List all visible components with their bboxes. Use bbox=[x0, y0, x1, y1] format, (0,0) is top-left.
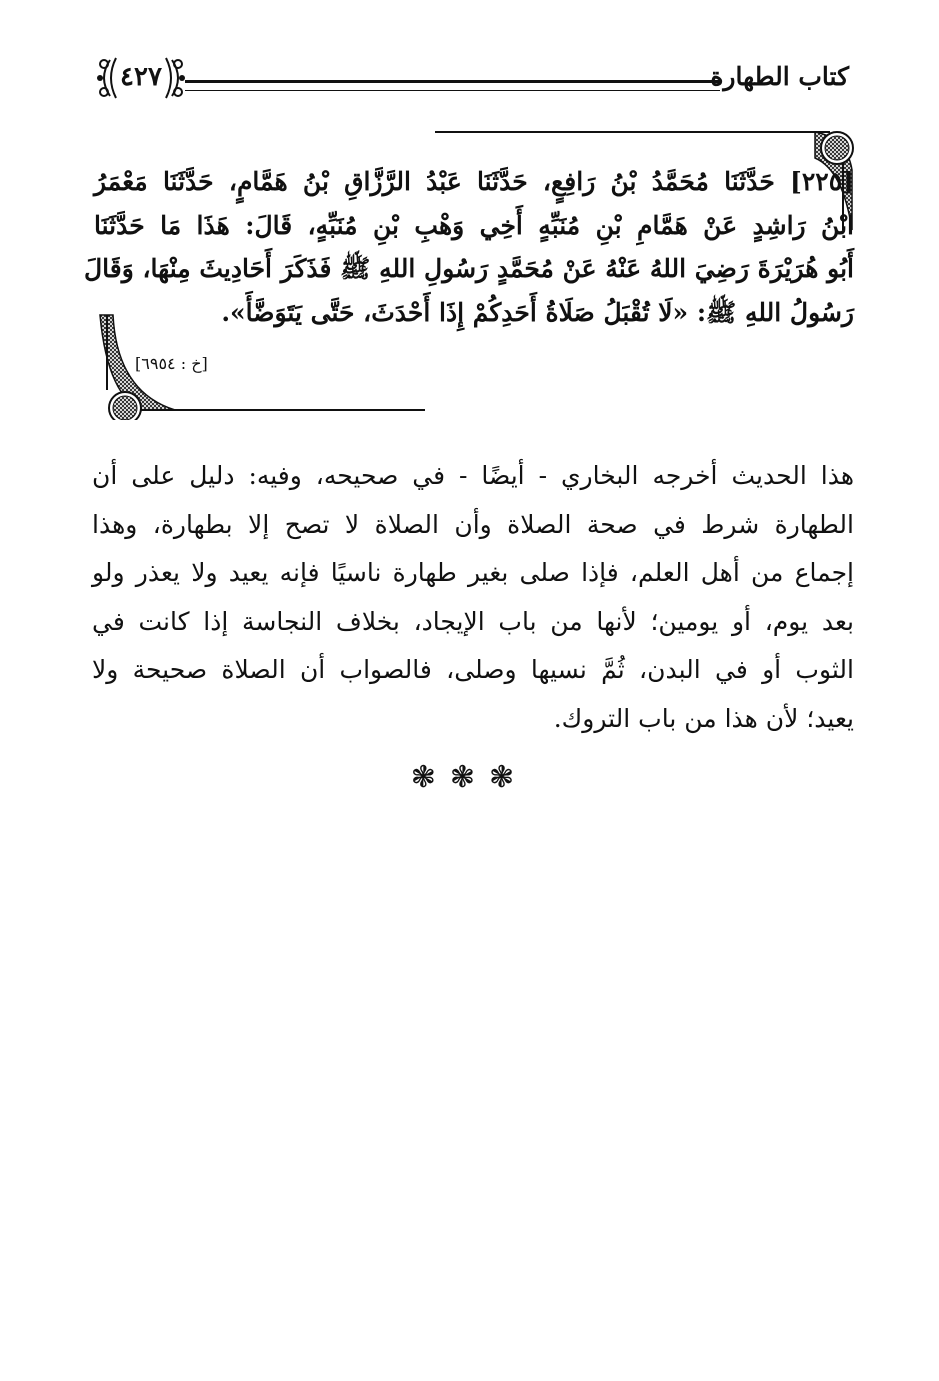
hadith-text bbox=[83, 160, 854, 334]
commentary-line: الثوب أو في البدن، ثُمَّ نسيها وصلى، فالصواب أن الصلاة صحيحة ولا bbox=[92, 655, 854, 684]
commentary-line: الطهارة شرط في صحة الصلاة وأن الصلاة لا تصح إلا بطهارة، وهذا bbox=[92, 509, 854, 539]
page-number: ٤٢٧ bbox=[120, 62, 162, 92]
running-head: كتاب الطهارة bbox=[710, 62, 849, 91]
commentary-line: إجماع من أهل العلم، فإذا صلى بغير طهارة ناسيًا فإنه يعيد ولا يعذر ولو bbox=[92, 558, 854, 587]
commentary-text bbox=[92, 452, 854, 743]
hadith-line: ابْنُ رَاشِدٍ عَنْ هَمَّامِ بْنِ مُنَبِّهٍ أَخِي وَهْبِ بْنِ مُنَبِّهٍ، قَالَ: هَذَا مَا حَدَّثَنَا bbox=[94, 210, 854, 240]
commentary-line: هذا الحديث أخرجه البخاري - أيضًا - في صحيحه، وفيه: دليل على أن bbox=[92, 461, 854, 490]
hadith-line: أَبُو هُرَيْرَةَ رَضِيَ اللهُ عَنْهُ عَنْ مُحَمَّدٍ رَسُولِ اللهِ ﷺ فَذَكَرَ أَحَادِيثَ مِنْهَا، وَقَالَ bbox=[83, 254, 854, 283]
section-separator: ❃❃❃ bbox=[410, 760, 529, 795]
hadith-reference: [خ : ٦٩٥٤] bbox=[135, 354, 208, 373]
commentary-line: يعيد؛ لأن هذا من باب التروك. bbox=[553, 703, 854, 733]
hadith-line: [٢٢٥] حَدَّثَنَا مُحَمَّدُ بْنُ رَافِعٍ، حَدَّثَنَا عَبْدُ الرَّزَّاقِ بْنُ هَمَّامٍ، حَدَّثَنَا مَعْمَرُ bbox=[94, 167, 854, 196]
header-rule bbox=[185, 80, 720, 91]
hadith-line: رَسُولُ اللهِ ﷺ: «لَا تُقْبَلُ صَلَاةُ أَحَدِكُمْ إِذَا أَحْدَثَ، حَتَّى يَتَوَضَّأَ». bbox=[221, 297, 854, 327]
commentary-line: بعد يوم، أو يومين؛ لأنها من باب الإيجاد، بخلاف النجاسة إذا كانت في bbox=[92, 606, 854, 636]
page-number-ornament bbox=[96, 54, 186, 102]
